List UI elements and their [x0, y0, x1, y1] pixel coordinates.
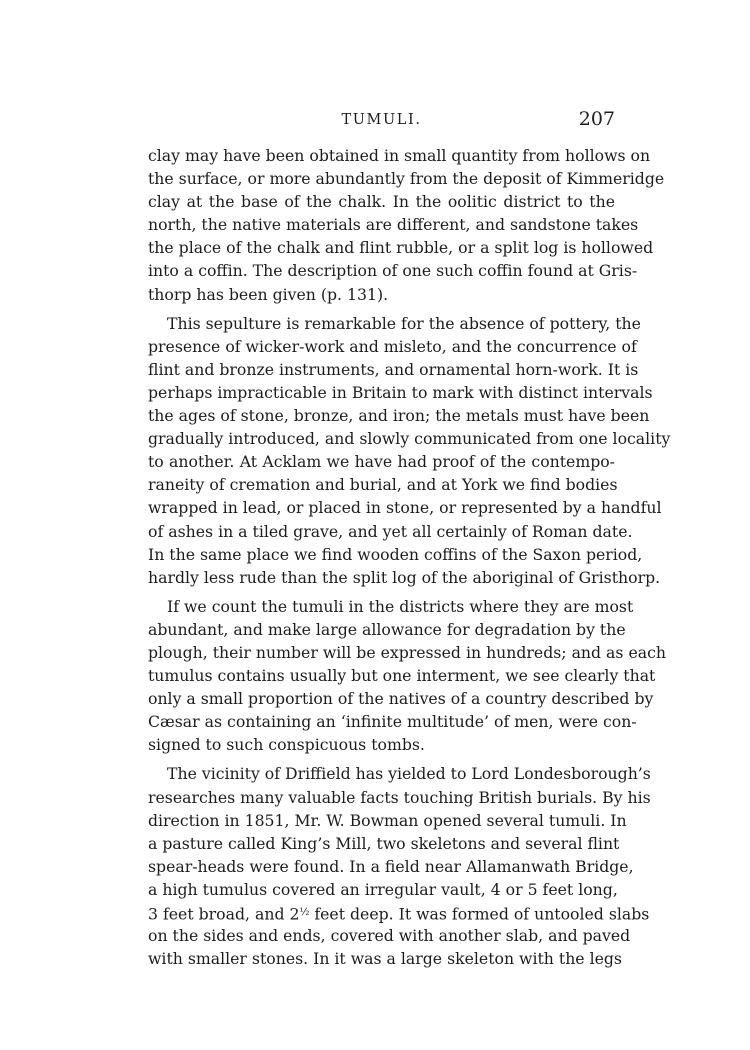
text-line: abundant, and make large allowance for degradation by the [148, 619, 626, 639]
text-line: the surface, or more abundantly from the deposit of Kimmeridge [148, 169, 665, 189]
text-line: researches many valuable facts touching British burials. By his [148, 787, 651, 807]
page-number: 207 [578, 108, 615, 130]
text-line: signed to such conspicuous tombs. [148, 735, 425, 755]
text-line: of ashes in a tiled grave, and yet all certainly of Roman date. [148, 521, 633, 541]
text-line: tumulus contains usually but one interment, we see clearly that [148, 666, 656, 686]
paragraph-2 [148, 312, 671, 589]
running-title: TUMULI. [341, 112, 422, 128]
text-line: This sepulture is remarkable for the absence of pottery, the [167, 313, 641, 333]
text-line: flint and bronze instruments, and ornamental horn-work. It is [148, 359, 639, 379]
text-line-with-fraction [148, 901, 650, 924]
text-line: the ages of stone, bronze, and iron; the metals must have been [148, 406, 650, 426]
text-line: on the sides and ends, covered with another slab, and paved [148, 926, 631, 946]
text-line: perhaps impracticable in Britain to mark with distinct intervals [148, 382, 653, 402]
text-line: thorp has been given (p. 131). [148, 284, 389, 304]
text-line: north, the native materials are different, and sandstone takes [148, 215, 639, 235]
text-line: gradually introduced, and slowly communicated from one locality [148, 429, 671, 449]
paragraph-1 [148, 144, 665, 306]
text-line: a high tumulus covered an irregular vault, 4 or 5 feet long, [148, 879, 618, 899]
text-line: spear-heads were found. In a field near Allamanwath Bridge, [148, 856, 634, 876]
text-line: Cæsar as containing an ‘infinite multitude’ of men, were con- [148, 712, 637, 732]
text-line: clay may have been obtained in small quantity from hollows on [148, 146, 651, 165]
text-line: the place of the chalk and flint rubble, or a split log is hollowed [148, 238, 654, 258]
text-line: In the same place we find wooden coffins of the Saxon period, [148, 544, 643, 564]
text-line: wrapped in lead, or placed in stone, or represented by a handful [148, 498, 662, 518]
paragraph-4 [148, 762, 651, 970]
text-fragment: 3 feet broad, and 2 [148, 904, 300, 924]
text-line: a pasture called King’s Mill, two skeletons and several flint [148, 833, 620, 853]
text-line: direction in 1851, Mr. W. Bowman opened several tumuli. In [148, 810, 627, 830]
text-line: If we count the tumuli in the districts where they are most [167, 596, 634, 616]
running-head [148, 110, 615, 136]
text-line: hardly less rude than the split log of the aboriginal of Gristhorp. [148, 567, 661, 587]
text-line: raneity of cremation and burial, and at York we find bodies [148, 475, 618, 495]
text-line: into a coffin. The description of one such coffin found at Gris- [148, 261, 638, 281]
text-line: The vicinity of Driffield has yielded to Lord Londesborough’s [167, 764, 651, 784]
text-line: with smaller stones. In it was a large skeleton with the legs [148, 949, 622, 969]
text-line: to another. At Acklam we have had proof of the contempo- [148, 452, 615, 472]
text-line: only a small proportion of the natives of a country described by [148, 689, 654, 709]
text-fragment: feet deep. It was formed of untooled slabs [314, 904, 650, 924]
body-text [148, 144, 671, 976]
text-line: clay at the base of the chalk. In the oolitic district to the [148, 192, 615, 212]
fraction: ½ [299, 907, 310, 918]
text-line: presence of wicker-work and misleto, and the concurrence of [148, 336, 637, 356]
paragraph-3 [148, 595, 666, 757]
text-line: plough, their number will be expressed in hundreds; and as each [148, 642, 666, 662]
